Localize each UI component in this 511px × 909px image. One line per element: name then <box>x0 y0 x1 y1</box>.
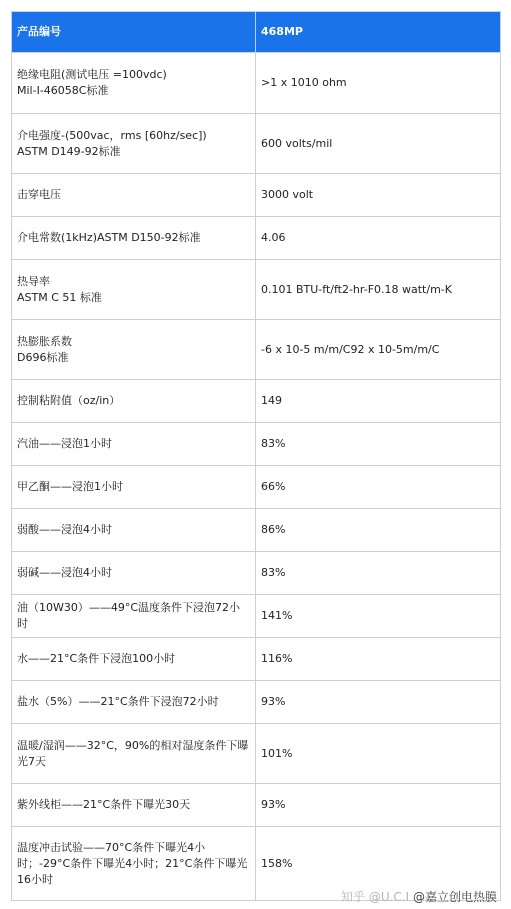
table-row <box>12 260 501 320</box>
table-row <box>12 53 501 114</box>
table-row <box>12 595 501 638</box>
row-label: 热导率 ASTM C 51 标准 <box>12 260 256 320</box>
table-row <box>12 681 501 724</box>
table-row <box>12 423 501 466</box>
row-value: 83% <box>256 423 501 466</box>
spec-table <box>11 11 501 901</box>
row-label: 介电强度-(500vac，rms [60hz/sec]) ASTM D149-92标准 <box>12 114 256 174</box>
row-label: 温度冲击试验——70°C条件下曝光4小时；-29°C条件下曝光4小时；21°C条件下曝光16小时 <box>12 827 256 901</box>
row-value: -6 x 10-5 m/m/C92 x 10-5m/m/C <box>256 320 501 380</box>
row-value: 83% <box>256 552 501 595</box>
table-row <box>12 552 501 595</box>
row-label: 绝缘电阻(测试电压 =100vdc) Mil-I-46058C标准 <box>12 53 256 114</box>
watermark-main: @嘉立创电热膜 <box>412 890 497 904</box>
table-row <box>12 320 501 380</box>
header-product-number: 产品编号 <box>12 12 256 53</box>
row-value: 4.06 <box>256 217 501 260</box>
row-value: 3000 volt <box>256 174 501 217</box>
row-value: 149 <box>256 380 501 423</box>
table-row <box>12 724 501 784</box>
table-row <box>12 217 501 260</box>
row-label: 弱碱——浸泡4小时 <box>12 552 256 595</box>
row-value: 116% <box>256 638 501 681</box>
table-row <box>12 638 501 681</box>
row-value: >1 x 1010 ohm <box>256 53 501 114</box>
table-row <box>12 466 501 509</box>
row-value: 93% <box>256 681 501 724</box>
table-row <box>12 114 501 174</box>
row-value: 158% <box>256 827 501 901</box>
row-value: 66% <box>256 466 501 509</box>
row-label: 甲乙酮——浸泡1小时 <box>12 466 256 509</box>
row-label: 汽油——浸泡1小时 <box>12 423 256 466</box>
row-label: 击穿电压 <box>12 174 256 217</box>
watermark <box>341 888 497 905</box>
row-label: 控制粘附值（oz/in） <box>12 380 256 423</box>
row-value: 86% <box>256 509 501 552</box>
table-row <box>12 784 501 827</box>
row-label: 温暖/湿润——32°C，90%的相对湿度条件下曝光7天 <box>12 724 256 784</box>
spec-table-container <box>11 11 500 901</box>
row-value: 600 volts/mil <box>256 114 501 174</box>
watermark-faint: 知乎 @U.C.I <box>341 890 410 904</box>
row-label: 水——21°C条件下浸泡100小时 <box>12 638 256 681</box>
row-label: 紫外线柜——21°C条件下曝光30天 <box>12 784 256 827</box>
header-model: 468MP <box>256 12 501 53</box>
row-label: 盐水（5%）——21°C条件下浸泡72小时 <box>12 681 256 724</box>
table-header-row <box>12 12 501 53</box>
row-value: 141% <box>256 595 501 638</box>
row-label: 油（10W30）——49°C温度条件下浸泡72小时 <box>12 595 256 638</box>
row-label: 弱酸——浸泡4小时 <box>12 509 256 552</box>
table-row <box>12 380 501 423</box>
table-row <box>12 509 501 552</box>
row-value: 101% <box>256 724 501 784</box>
row-label: 热膨胀系数 D696标准 <box>12 320 256 380</box>
row-label: 介电常数(1kHz)ASTM D150-92标准 <box>12 217 256 260</box>
row-value: 93% <box>256 784 501 827</box>
row-value: 0.101 BTU-ft/ft2-hr-F0.18 watt/m-K <box>256 260 501 320</box>
table-row <box>12 174 501 217</box>
